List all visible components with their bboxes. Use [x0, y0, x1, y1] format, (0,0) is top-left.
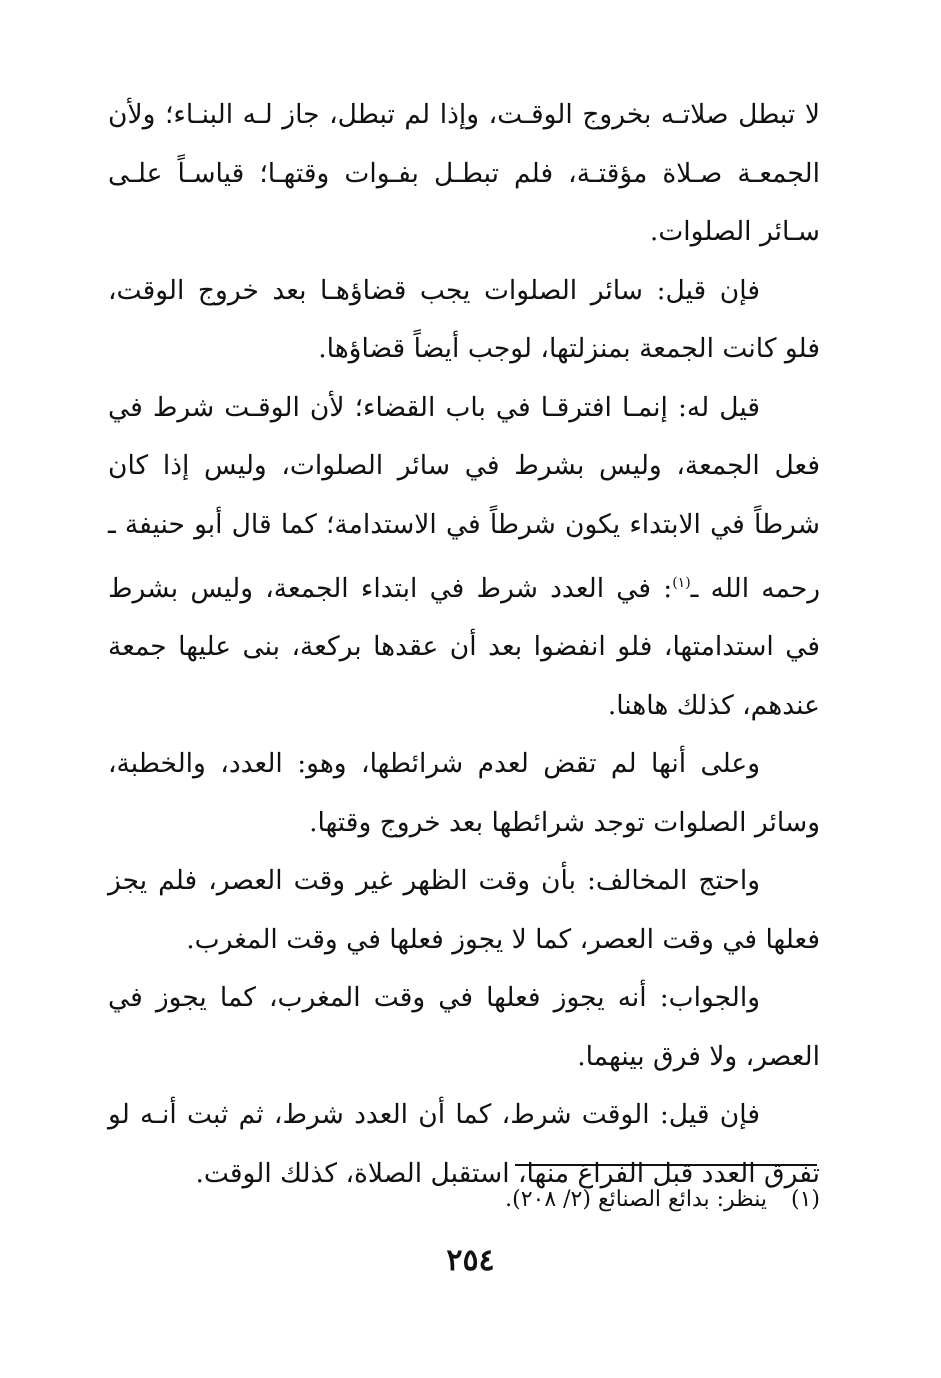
footnote-number: (١) [790, 1187, 820, 1212]
paragraph-6: والجواب: أنه يجوز فعلها في وقت المغرب، كما يجوز في العصر، ولا فرق بينهما. [108, 982, 820, 1072]
paragraph-1: لا تبطل صلاتـه بخروج الوقـت، وإذا لم تبطل، جاز لـه البنـاء؛ ولأن الجمعـة صـلاة مؤقتـة، فلم تبطـل بفـوات وقتهـا؛ قياسـاً علـى سـائر الصلوات. [108, 99, 820, 247]
paragraph-3 [108, 379, 820, 736]
paragraph-5: واحتج المخالف: بأن وقت الظهر غير وقت العصر، فلم يجز فعلها في وقت العصر، كما لا يجوز فعلها في وقت المغرب. [108, 865, 820, 955]
paragraph-4: وعلى أنها لم تقض لعدم شرائطها، وهو: العدد، والخطبة، وسائر الصلوات توجد شرائطها بعد خروج وقتها. [108, 748, 820, 838]
paragraph-3-start: قيل له: إنمـا افترقـا في باب القضاء؛ لأن الوقـت شرط في فعل الجمعة، وليس بشرط في سائر الصلوات، وليس إذا كان شرطاً في الابتداء يكون شرطاً في الاستدامة؛ كما قال أبو حنيفة ـ رحمه الله ـ [108, 391, 821, 604]
footnote-marker: (١) [672, 575, 691, 591]
paragraph-3-rest: : في العدد شرط في ابتداء الجمعة، وليس بشرط في استدامتها، فلو انفضوا بعد أن عقدها بركعة، بنى عليها جمعة عندهم، كذلك هاهنا. [108, 572, 820, 721]
footnote-divider [515, 1164, 817, 1166]
footnote [300, 1180, 820, 1220]
footnote-text: ينظر: بدائع الصنائع (٢/ ٢٠٨). [505, 1187, 767, 1212]
paragraph-7: فإن قيل: الوقت شرط، كما أن العدد شرط، ثم ثبت أنـه لو تفرق العدد قبل الفراغ منها، استقبل الصلاة، كذلك الوقت. [108, 1099, 820, 1189]
paragraph-2: فإن قيل: سائر الصلوات يجب قضاؤهـا بعد خروج الوقت، فلو كانت الجمعة بمنزلتها، لوجب أيضاً قضاؤها. [108, 274, 820, 364]
page-number: ٢٥٤ [446, 1243, 495, 1278]
body-text [108, 86, 820, 1203]
